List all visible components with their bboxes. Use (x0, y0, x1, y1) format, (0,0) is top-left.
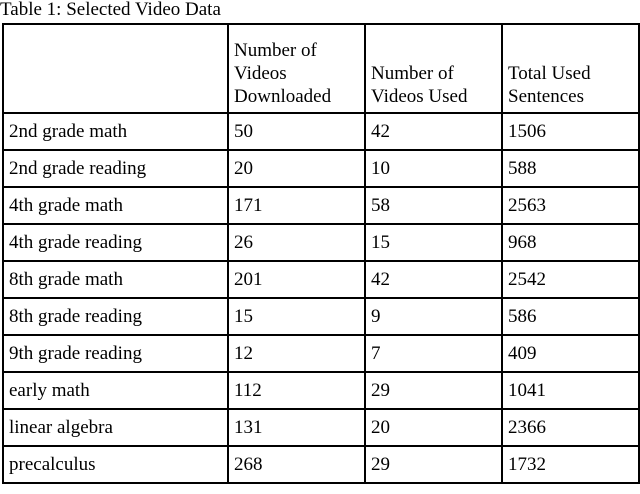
table-row (3, 187, 639, 224)
videos-downloaded-cell: 171 (228, 187, 365, 224)
videos-downloaded-cell: 268 (228, 446, 365, 483)
subject-cell: 8th grade math (3, 261, 228, 298)
total-sentences-cell: 1506 (502, 113, 639, 150)
header-line: Sentences (508, 86, 584, 107)
video-data-table (2, 23, 640, 484)
header-cell-videos-used (365, 24, 502, 113)
table-row (3, 224, 639, 261)
subject-cell: 4th grade reading (3, 224, 228, 261)
table-row (3, 409, 639, 446)
total-sentences-cell: 1732 (502, 446, 639, 483)
table-caption: Table 1: Selected Video Data (0, 0, 221, 20)
subject-cell: 2nd grade reading (3, 150, 228, 187)
subject-cell: early math (3, 372, 228, 409)
total-sentences-cell: 409 (502, 335, 639, 372)
videos-downloaded-cell: 26 (228, 224, 365, 261)
videos-downloaded-cell: 20 (228, 150, 365, 187)
table-row (3, 261, 639, 298)
total-sentences-cell: 588 (502, 150, 639, 187)
header-cell-total-used-sentences (502, 24, 639, 113)
header-row (3, 24, 639, 113)
videos-used-cell: 7 (365, 335, 502, 372)
total-sentences-cell: 968 (502, 224, 639, 261)
videos-used-cell: 29 (365, 446, 502, 483)
total-sentences-cell: 2563 (502, 187, 639, 224)
subject-cell: linear algebra (3, 409, 228, 446)
header-line: Number of (371, 63, 454, 84)
header-line: Number of (234, 40, 317, 61)
table-row (3, 150, 639, 187)
header-line: Total Used (508, 63, 591, 84)
videos-downloaded-cell: 201 (228, 261, 365, 298)
videos-used-cell: 42 (365, 113, 502, 150)
subject-cell: precalculus (3, 446, 228, 483)
header-cell-empty (3, 24, 228, 113)
videos-used-cell: 58 (365, 187, 502, 224)
videos-downloaded-cell: 112 (228, 372, 365, 409)
header-line: Videos Used (371, 86, 468, 107)
videos-used-cell: 29 (365, 372, 502, 409)
videos-downloaded-cell: 12 (228, 335, 365, 372)
table-row (3, 446, 639, 483)
header-line: Videos (234, 63, 287, 84)
videos-used-cell: 15 (365, 224, 502, 261)
videos-downloaded-cell: 131 (228, 409, 365, 446)
table-row (3, 372, 639, 409)
videos-used-cell: 20 (365, 409, 502, 446)
header-line: Downloaded (234, 86, 332, 107)
table-row (3, 298, 639, 335)
subject-cell: 8th grade reading (3, 298, 228, 335)
videos-used-cell: 10 (365, 150, 502, 187)
total-sentences-cell: 586 (502, 298, 639, 335)
header-cell-videos-downloaded (228, 24, 365, 113)
subject-cell: 2nd grade math (3, 113, 228, 150)
total-sentences-cell: 2366 (502, 409, 639, 446)
videos-used-cell: 9 (365, 298, 502, 335)
total-sentences-cell: 1041 (502, 372, 639, 409)
total-sentences-cell: 2542 (502, 261, 639, 298)
videos-used-cell: 42 (365, 261, 502, 298)
table-row (3, 113, 639, 150)
subject-cell: 4th grade math (3, 187, 228, 224)
subject-cell: 9th grade reading (3, 335, 228, 372)
table-row (3, 335, 639, 372)
table-body (3, 113, 639, 483)
videos-downloaded-cell: 50 (228, 113, 365, 150)
videos-downloaded-cell: 15 (228, 298, 365, 335)
